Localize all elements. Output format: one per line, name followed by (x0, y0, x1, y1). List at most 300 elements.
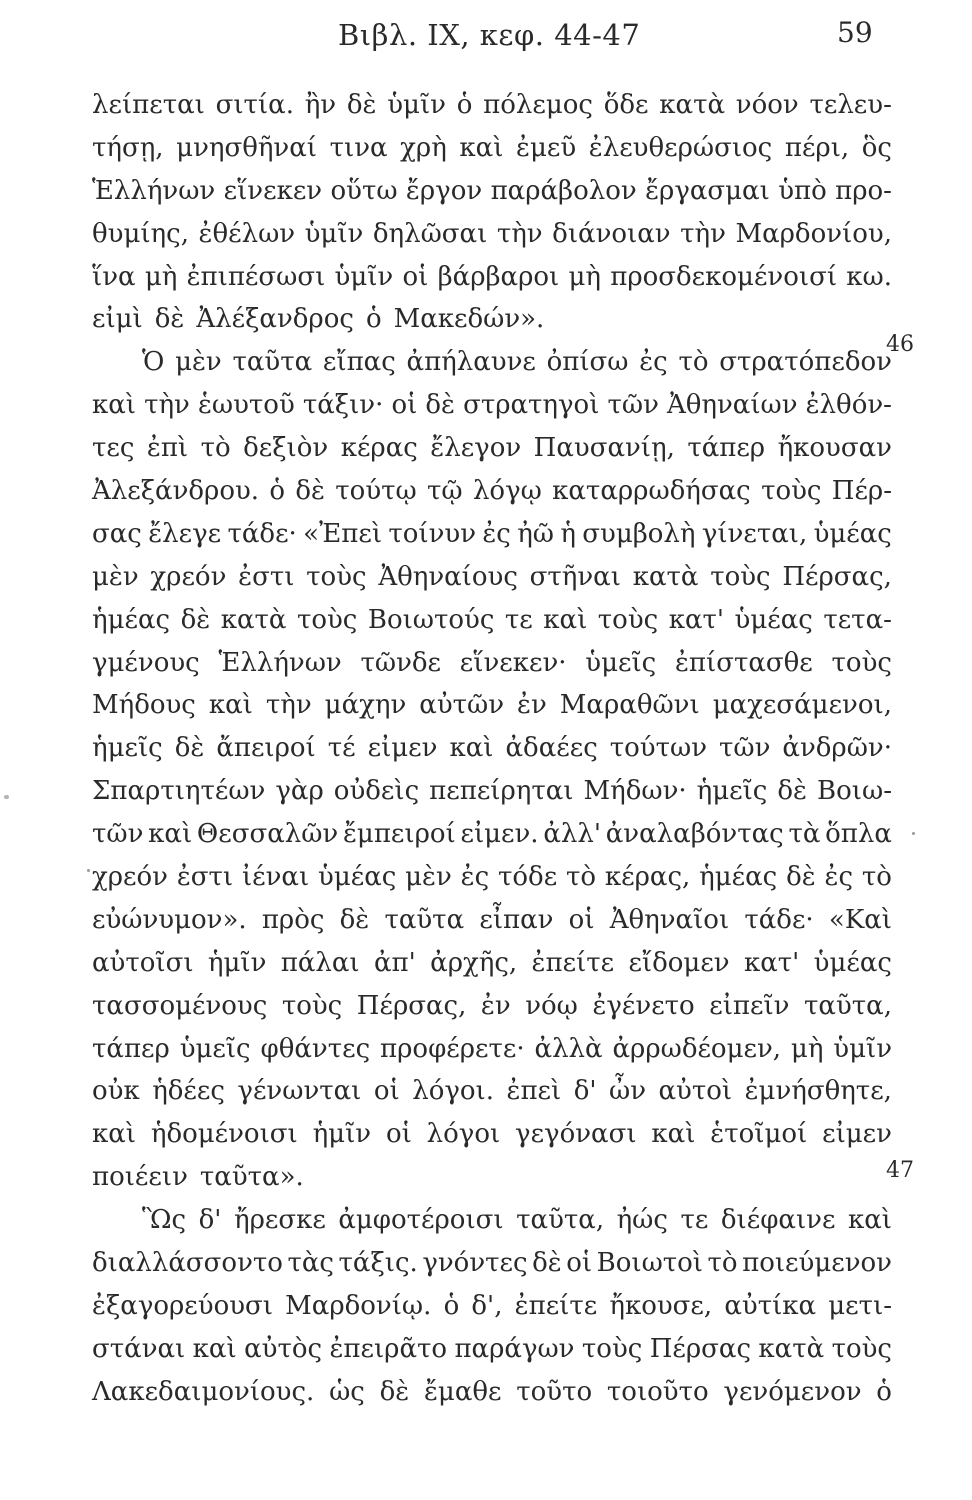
word: κατ' (743, 947, 800, 978)
text-line (92, 1156, 892, 1199)
word: δὲ (174, 733, 205, 764)
text-line (92, 770, 892, 813)
word: δὲ (339, 904, 370, 935)
word: αὐτοὶ (658, 1076, 733, 1107)
word: ἐπεὶ (506, 1076, 562, 1107)
word: πέρι, (784, 132, 850, 163)
word: ὑμεῖς (179, 1033, 251, 1064)
word: δὲ (180, 604, 211, 635)
word: οἱ (391, 390, 418, 421)
text-line (92, 513, 892, 556)
word: Πέρσας, (782, 561, 892, 592)
word: τούτῳ (335, 476, 417, 507)
word: τῶν (719, 733, 771, 764)
word: ἐν (517, 690, 547, 721)
word: λείπεται (92, 90, 205, 120)
word: ἐς (482, 518, 511, 549)
word: Βοιω- (817, 776, 892, 807)
word: καὶ (92, 390, 137, 421)
word: ἐλευθερώσιος (588, 132, 773, 163)
word: ὑμεῖς (585, 647, 657, 678)
text-line (92, 84, 892, 127)
word: τοὺς (281, 990, 343, 1021)
word: Ἀλεξάνδρου. (92, 476, 260, 507)
word: προφέρετε· (380, 1033, 525, 1064)
word: τασσομένους (92, 990, 268, 1021)
word: ὡς (329, 1376, 365, 1407)
word: ἐστι (238, 561, 295, 592)
word: στρατηγοὶ (463, 390, 600, 421)
word: Πέρσας (649, 1333, 752, 1364)
word: Βοιωτούς (367, 604, 495, 635)
text-line (92, 298, 892, 341)
word: ὑμέας (734, 604, 813, 635)
word: τοὺς (597, 604, 659, 635)
word: ἐμνήσθητε, (744, 1076, 892, 1107)
word: τὸ (678, 347, 709, 378)
word: ταῦτα, (804, 990, 892, 1021)
word: ὁ (365, 304, 382, 335)
text-line (92, 470, 892, 513)
word: κατὰ (220, 604, 287, 635)
word: θυμίης, (92, 218, 189, 249)
word: δ' (198, 1205, 222, 1236)
text-line (92, 642, 892, 685)
text-line (92, 1028, 892, 1071)
word: οὐδεὶς (333, 776, 420, 807)
word: ἐπείτε (514, 1290, 598, 1321)
word: δὲ (777, 776, 808, 807)
text-line (92, 170, 892, 213)
word: τοιοῦτο (606, 1376, 709, 1407)
word: τὸ (707, 1248, 738, 1279)
word: μὴ (144, 261, 178, 292)
word: ἑτοῖμοί (710, 1119, 808, 1150)
word: τάπερ (92, 1033, 170, 1064)
word: ἐξαγορεύουσι (92, 1290, 273, 1321)
word: ἀναλαβόντας (605, 819, 784, 850)
word: εὐώνυμον». (92, 904, 247, 935)
word: τὰ (788, 819, 821, 850)
word: ὀπίσω (546, 347, 629, 378)
word: ἤκουσε, (609, 1290, 713, 1321)
word: Ἀθηναίους (378, 561, 518, 592)
word: εἰμεν (822, 1119, 892, 1150)
word: διαλλάσσοντο (92, 1248, 283, 1279)
word: Ἀλέξανδρος (196, 304, 354, 335)
word: Παυσανίῃ, (533, 433, 675, 464)
word: ἐπιπέσωσι (186, 261, 326, 292)
word: λόγῳ (472, 476, 542, 507)
word: ἵνα (92, 261, 136, 292)
word: γίνεται, (701, 518, 808, 549)
word: ἑωυτοῦ (197, 390, 295, 421)
word: τῷ (427, 476, 463, 507)
text-line (92, 1285, 892, 1328)
margin-chapter-number: 47 (886, 1158, 914, 1183)
word: Ὁ (142, 347, 165, 378)
word: ὑμῖν (304, 218, 364, 249)
word: τοίνυν (388, 518, 477, 549)
word: οἱ (568, 904, 595, 935)
text-line (92, 1070, 892, 1113)
word: τοὺς (831, 647, 892, 678)
word: πρὸς (261, 904, 325, 935)
word: ταῦτα (384, 904, 465, 935)
word: ἔργασμαι (645, 175, 770, 206)
word: δ' (573, 1076, 597, 1107)
word: ὁ (876, 1376, 892, 1407)
word: κατ' (668, 604, 725, 635)
word: ἔργον (405, 175, 483, 206)
word: τελευ- (809, 90, 892, 120)
word: στάναι (92, 1333, 186, 1364)
word: ἐς (824, 862, 854, 893)
word: ἀμφοτέροισι (338, 1205, 504, 1236)
word: αὐτῶν (419, 690, 505, 721)
word: ἀρχῆς, (430, 947, 518, 978)
word: τέ (327, 733, 356, 764)
word: τὸ (861, 862, 892, 893)
word: Μήδους (92, 690, 196, 721)
word: οἱ (566, 1248, 593, 1279)
word: ὅδε (603, 90, 649, 120)
word: ἡ (560, 518, 576, 549)
text-line (92, 1328, 892, 1371)
word: ποιεύμενον (742, 1248, 892, 1279)
word: τάδε· (227, 518, 297, 549)
word: δὲ (346, 90, 377, 120)
word: ὑμῖν (833, 1033, 892, 1064)
word: Σπαρτιητέων (92, 776, 266, 807)
word: προ- (835, 175, 892, 206)
text-line (92, 1371, 892, 1414)
word: ὑπὸ (778, 175, 827, 206)
word: τοὺς (761, 476, 822, 507)
word: «Καὶ (828, 904, 892, 935)
word: ἐπίστασθε (674, 647, 813, 678)
word: δὲ (379, 1376, 410, 1407)
word: Ἑλλήνων (92, 175, 216, 206)
word: οὕτω (330, 175, 398, 206)
word: ἠώς (616, 1205, 668, 1236)
word: καὶ (449, 733, 494, 764)
word: ἐπειρᾶτο (329, 1333, 448, 1364)
word: πεπείρηται (429, 776, 574, 807)
word: ἀλλὰ (534, 1033, 603, 1064)
text-line (92, 213, 892, 256)
word: αὐτίκα (724, 1290, 817, 1321)
word: τὴν (144, 390, 190, 421)
word: λόγοι (426, 1119, 501, 1150)
word: ὁ (456, 90, 473, 120)
word: εἰμὶ (92, 304, 143, 335)
word: γὰρ (275, 776, 324, 807)
word: ὅπλα (825, 819, 892, 850)
word: αὐτὸς (244, 1333, 323, 1364)
word: ταῦτα (232, 347, 313, 378)
word: καταρρωδήσας (552, 476, 751, 507)
text-line (92, 556, 892, 599)
word: τάξις. (338, 1248, 418, 1279)
text-line (92, 127, 892, 170)
margin-chapter-number: 46 (886, 332, 914, 357)
text-line (92, 899, 892, 942)
word: αὐτοῖσι (92, 947, 194, 978)
word: τὴν (265, 690, 312, 721)
word: ὦν (609, 1076, 647, 1107)
word: τόδε (498, 862, 558, 893)
word: τὰς (287, 1248, 334, 1279)
word: ἀνδρῶν· (782, 733, 892, 764)
word: τοὺς (710, 561, 771, 592)
word: καὶ (847, 1205, 892, 1236)
word: ἡμεῖς (92, 733, 163, 764)
word: ὁ (443, 1290, 460, 1321)
word: ἀδαέες (505, 733, 598, 764)
word: δηλῶσαι (372, 218, 488, 249)
word: στῆναι (529, 561, 621, 592)
word: τὴν (496, 218, 543, 249)
word: τοὺς (581, 1333, 643, 1364)
word: ὑμῖν (334, 261, 394, 292)
word: δεξιὸν (243, 433, 329, 464)
word: Πέρσας, (356, 990, 467, 1021)
word: πάλαι (280, 947, 360, 978)
word: παράβολον (490, 175, 637, 206)
word: εἵνεκεν· (459, 647, 567, 678)
word: εἵνεκεν (223, 175, 323, 206)
word: ἐπείτε (531, 947, 615, 978)
word: τῶν (92, 819, 144, 850)
word: Ἀθηναίων (666, 390, 798, 421)
word: ἡμέας (699, 862, 778, 893)
word: δὲ (295, 476, 325, 507)
word: κατὰ (632, 561, 699, 592)
word: διέφαινε (720, 1205, 836, 1236)
word: Πέρ- (831, 476, 892, 507)
word: εἰμεν (367, 733, 438, 764)
word: καὶ (543, 604, 588, 635)
word: τῶν (607, 390, 659, 421)
text-line (92, 341, 892, 384)
word: ποιέειν (92, 1162, 188, 1193)
word: γμένους (92, 647, 200, 678)
word: στρατόπεδον (719, 347, 892, 378)
word: καὶ (148, 819, 193, 850)
text-line (92, 942, 892, 985)
word: ἤκουσαν (777, 433, 892, 464)
word: Μαρδονίου, (735, 218, 892, 249)
word: φθάντες (260, 1033, 371, 1064)
word: μὲν (92, 561, 139, 592)
text-line (92, 985, 892, 1028)
word: εἶπαν (479, 904, 554, 935)
word: ἐγένετο (592, 990, 695, 1021)
word: ἠῶ (517, 518, 554, 549)
word: ἐστι (176, 862, 234, 893)
word: Ἀθηναῖοι (609, 904, 730, 935)
word: δὲ (532, 1248, 562, 1279)
word: ἡμῖν (312, 1119, 372, 1150)
word: τοὺς (306, 561, 367, 592)
word: Μήδων· (583, 776, 687, 807)
word: ἤρεσκε (234, 1205, 326, 1236)
print-speck (87, 869, 90, 872)
word: γενόμενον (723, 1376, 862, 1407)
word: τοὺς (296, 604, 358, 635)
text-line (92, 727, 892, 770)
word: πόλεμος (483, 90, 593, 120)
word: χρεόν (150, 561, 227, 592)
word: δ', (471, 1290, 503, 1321)
word: καὶ (92, 1119, 137, 1150)
text-line (92, 1199, 892, 1242)
word: τινα (329, 132, 388, 163)
word: δὲ (154, 304, 185, 335)
word: καὶ (192, 1333, 237, 1364)
word: ἐς (460, 862, 490, 893)
word: ἡμέας (92, 604, 171, 635)
text-line (92, 427, 892, 470)
word: ἐθέλων (198, 218, 296, 249)
word: καὶ (651, 1119, 696, 1150)
word: μετι- (828, 1290, 892, 1321)
main-text (92, 84, 892, 1414)
text-line (92, 599, 892, 642)
word: ἔλεγε (148, 518, 222, 549)
word: ἄπειροί (216, 733, 316, 764)
word: «Ἐπεὶ (303, 518, 383, 549)
word: τάξιν· (302, 390, 384, 421)
page-number: 59 (837, 16, 873, 49)
word: τε (680, 1205, 709, 1236)
word: νόον (735, 90, 799, 120)
word: κέρας (340, 433, 418, 464)
text-line (92, 856, 892, 899)
word: ἰέναι (241, 862, 310, 893)
word: γεγόνασι (515, 1119, 637, 1150)
text-line (92, 256, 892, 299)
word: ἐμεῦ (516, 132, 577, 163)
word: τάπερ (687, 433, 766, 464)
word: διάνοιαν (552, 218, 671, 249)
word: οὐκ (92, 1076, 140, 1107)
word: καὶ (208, 690, 253, 721)
word: ἀπήλαυνε (406, 347, 536, 378)
word: Βοιωτοὶ (596, 1248, 703, 1279)
word: ἔμαθε (423, 1376, 502, 1407)
word: δὲ (425, 390, 455, 421)
word: ἐλθόν- (805, 390, 892, 421)
word: κατὰ (659, 90, 726, 120)
word: κέρας, (604, 862, 691, 893)
word: ἡμεῖς (696, 776, 768, 807)
word: βάρβαροι (437, 261, 560, 292)
word: ταῦτα». (199, 1162, 304, 1193)
word: ἐς (639, 347, 668, 378)
word: ἀλλ' (543, 819, 601, 850)
word: λόγοι. (412, 1076, 495, 1107)
word: ἡδέες (152, 1076, 225, 1107)
word: ἢν (304, 90, 337, 120)
word: χρὴ (400, 132, 447, 163)
word: μὴ (568, 261, 601, 292)
word: ἐπὶ (146, 433, 189, 464)
word: εἴδομεν (628, 947, 730, 978)
word: Λακεδαιμονίους. (92, 1376, 315, 1407)
running-head: Βιβλ. IX, κεφ. 44-47 (338, 18, 641, 52)
word: σας (92, 518, 142, 549)
word: Μαρδονίῳ. (285, 1290, 432, 1321)
word: ὃς (861, 132, 892, 163)
text-line (92, 1242, 892, 1285)
word: κω. (846, 261, 892, 292)
word: νόῳ (525, 990, 578, 1021)
word: τες (92, 433, 135, 464)
word: εἰπεῖν (709, 990, 790, 1021)
word: τε (504, 604, 533, 635)
word: μάχην (324, 690, 407, 721)
word: δὲ (786, 862, 816, 893)
word: τὸ (200, 433, 231, 464)
word: Ἑλλήνων (218, 647, 342, 678)
text-line (92, 813, 892, 856)
word: χρεόν (92, 862, 168, 893)
word: εἰμεν. (460, 819, 539, 850)
word: τῶνδε (360, 647, 442, 678)
word: Μαραθῶνι (559, 690, 700, 721)
word: τοῦτο (516, 1376, 593, 1407)
text-line (92, 1113, 892, 1156)
word: τούτων (609, 733, 707, 764)
word: ὑμῖν (387, 90, 446, 120)
word: οἱ (373, 1076, 400, 1107)
word: τοὺς (831, 1333, 892, 1364)
word: μνησθῆναί (176, 132, 317, 163)
word: ὑμέας (813, 518, 892, 549)
word: τάδε· (744, 904, 814, 935)
word: ἔλεγον (430, 433, 522, 464)
word: μὲν (405, 862, 452, 893)
word: καὶ (459, 132, 504, 163)
word: ἀρρωδέομεν, (612, 1033, 782, 1064)
text-line (92, 684, 892, 727)
word: ταῦτα, (516, 1205, 605, 1236)
word: προσδεκομένοισί (610, 261, 838, 292)
print-speck (4, 795, 9, 799)
word: τὴν (680, 218, 726, 249)
word: Θεσσαλῶν (196, 819, 339, 850)
word: Μακεδών». (393, 304, 545, 335)
word: τετα- (823, 604, 892, 635)
word: εἴπας (322, 347, 396, 378)
word: ὁ (269, 476, 286, 507)
word: ἡδομένοισι (150, 1119, 298, 1150)
word: τὸ (566, 862, 597, 893)
word: ἐν (480, 990, 511, 1021)
word: μὴ (790, 1033, 824, 1064)
word: οἱ (402, 261, 429, 292)
word: ἀπ' (374, 947, 416, 978)
word: Ὣς (142, 1205, 187, 1236)
text-line (92, 384, 892, 427)
word: μαχεσάμενοι, (712, 690, 892, 721)
print-speck (912, 832, 915, 835)
word: μὲν (175, 347, 222, 378)
word: κατὰ (758, 1333, 825, 1364)
word: παράγων (454, 1333, 575, 1364)
